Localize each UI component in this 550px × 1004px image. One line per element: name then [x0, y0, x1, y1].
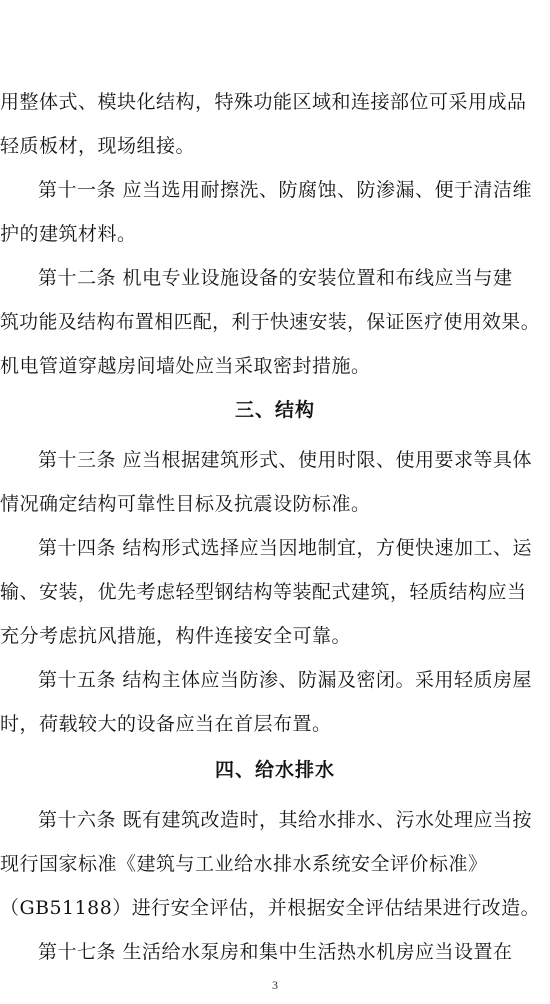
text-line	[0, 440, 550, 480]
text-line	[0, 170, 550, 210]
section-heading: 三、结构	[234, 399, 315, 421]
article-text: 第十五条 结构主体应当防渗、防漏及密闭。采用轻质房屋	[38, 669, 533, 691]
text-line	[0, 82, 550, 122]
text-line	[0, 346, 550, 386]
paragraph-text: 现行国家标准《建筑与工业给水排水系统安全评价标准》	[0, 853, 488, 875]
paragraph-text: 筑功能及结构布置相匹配，利于快速安装，保证医疗使用效果。	[0, 311, 541, 333]
text-line	[0, 616, 550, 656]
paragraph-text: 轻质板材，现场组接。	[0, 135, 196, 157]
text-line	[0, 126, 550, 166]
article-text: 第十二条 机电专业设施设备的安装位置和布线应当与建	[38, 267, 513, 289]
text-line	[0, 844, 550, 884]
article-text: 第十一条 应当选用耐擦洗、防腐蚀、防渗漏、便于清洁维	[38, 179, 533, 201]
text-line	[0, 660, 550, 700]
text-line	[0, 214, 550, 254]
article-text: 第十六条 既有建筑改造时，其给水排水、污水处理应当按	[38, 809, 533, 831]
text-line	[0, 302, 550, 342]
paragraph-text: 用整体式、模块化结构，特殊功能区域和连接部位可采用成品	[0, 91, 527, 113]
paragraph-text: 情况确定结构可靠性目标及抗震设防标准。	[0, 493, 371, 515]
paragraph-text: 时，荷载较大的设备应当在首层布置。	[0, 713, 332, 735]
article-text: 第十四条 结构形式选择应当因地制宜，方便快速加工、运	[38, 537, 533, 559]
paragraph-text: 机电管道穿越房间墙处应当采取密封措施。	[0, 355, 371, 377]
text-line	[0, 888, 550, 928]
text-line	[0, 800, 550, 840]
article-text: 第十七条 生活给水泵房和集中生活热水机房应当设置在	[38, 941, 513, 963]
text-line	[0, 528, 550, 568]
paragraph-text: 护的建筑材料。	[0, 223, 137, 245]
text-line	[0, 704, 550, 744]
text-line	[0, 572, 550, 612]
paragraph-text: （GB51188）进行安全评估，并根据安全评估结果进行改造。	[0, 897, 541, 919]
page-number: 3	[272, 978, 278, 992]
paragraph-text: 输、安装，优先考虑轻型钢结构等装配式建筑，轻质结构应当	[0, 581, 527, 603]
article-text: 第十三条 应当根据建筑形式、使用时限、使用要求等具体	[38, 449, 533, 471]
section-heading: 四、给水排水	[214, 759, 335, 781]
paragraph-text: 充分考虑抗风措施，构件连接安全可靠。	[0, 625, 352, 647]
text-line	[0, 484, 550, 524]
text-line	[0, 258, 550, 298]
text-line	[0, 932, 550, 972]
